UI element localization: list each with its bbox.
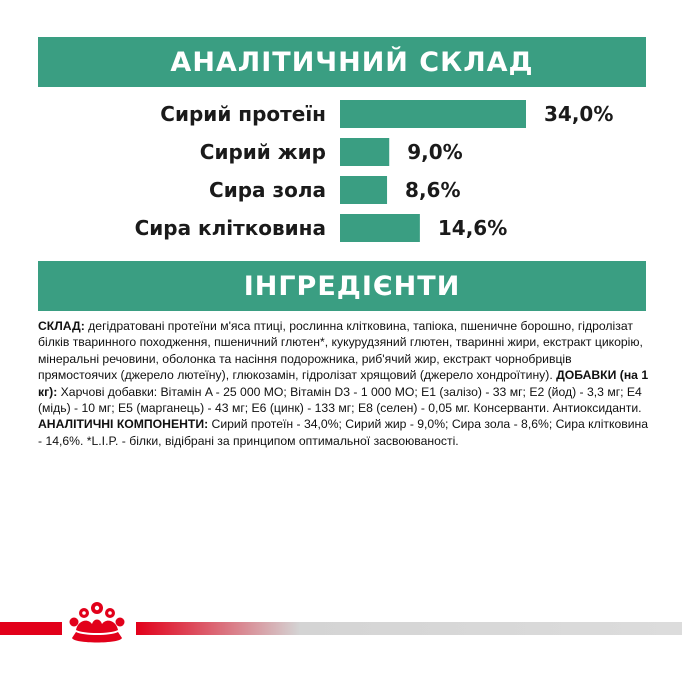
value-label: 9,0% [407,140,463,164]
category-label: Сирий протеїн [160,102,326,126]
category-label: Сирий жир [199,140,326,164]
analysis-header-title: АНАЛІТИЧНИЙ СКЛАД [170,46,534,78]
value-label: 8,6% [405,178,461,202]
composition-text: дегідратовані протеїни м'яса птиці, рослинна клітковина, тапіока, пшеничне борошно, гідролізат білків тваринного походження, пшеничний глютен*, кукурудзяний глютен, тваринні жири, екстракт цикорію, мінеральні речовини, оболонка та насіння подорожника, риб'ячий жир, екстракт чорнобривців прямостоячих (джерело лютеїну), глюкозамін, гідролізат хрящовий (джерело хондроїтину). [38,319,643,383]
analytical-components-label: АНАЛІТИЧНІ КОМПОНЕНТИ: [38,417,209,432]
bar [340,100,526,128]
bar [340,138,389,166]
category-label: Сира зола [209,178,326,202]
analytical-components-text: Сирий протеїн - 34,0%; Сирий жир - 9,0%; Сира зола - 8,6%; Сира клітковина - 14,6%. *L.I.P. - білки, відібрані за принципом оптимальної засвоюваності. [38,417,649,448]
value-label: 14,6% [437,216,508,240]
composition-label: СКЛАД: [38,319,85,333]
additives-label: ДОБАВКИ (на 1 кг): [38,368,649,399]
ingredients-header-title: ІНГРЕДІЄНТИ [243,270,461,302]
ingredients-text-block [38,318,654,449]
bar [340,214,420,242]
value-label: 34,0% [544,102,614,126]
bar [340,176,387,204]
ingredients-header-banner [38,261,646,311]
analysis-bar-chart [0,92,682,252]
additives-text: Харчові добавки: Вітамін A - 25 000 МО; Вітамін D3 - 1 000 МО; E1 (залізо) - 33 мг; E2 (йод) - 3,3 мг; E4 (мідь) - 10 мг; E5 (марганець) - 43 мг; E6 (цинк) - 133 мг; E8 (селен) - 0,05 мг. Консерванти. Антиоксиданти. [38,384,642,416]
analysis-header-banner [38,37,646,87]
footer-grey-stripe [136,622,682,635]
royal-canin-crown-logo [62,598,132,650]
category-label: Сира клітковина [134,216,326,240]
